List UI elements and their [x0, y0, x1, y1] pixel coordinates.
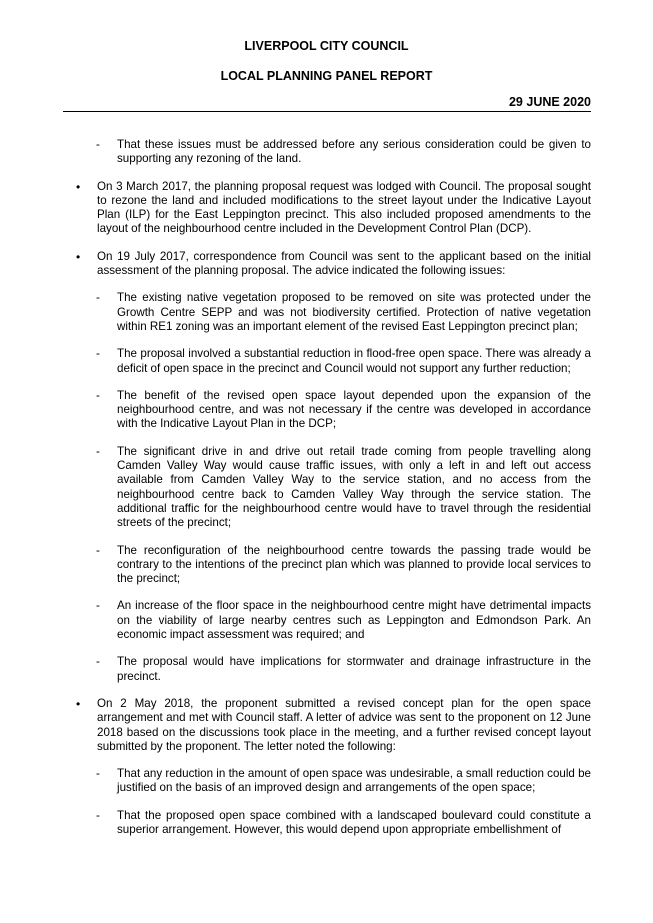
- paragraph-text: The significant drive in and drive out retail trade coming from people travelling along Camden Valley Way would cause traffic issues, with only a left in and left out access available from Camden Valley Way to the service station, and no access from the neighbourhood centre back to Camden Valley Way through the service station. The additional traffic for the neighbourhood centre would have to travel through the residential streets of the precinct;: [117, 444, 591, 530]
- paragraph-text: The proposal involved a substantial reduction in flood-free open space. There was already a deficit of open space in the precinct and Council would not support any further reduction;: [117, 347, 591, 375]
- dash-item-floor-space: [0, 599, 653, 642]
- paragraph-text: The proposal would have implications for stormwater and drainage infrastructure in the precinct.: [117, 655, 591, 683]
- dash-item-open-space-layout: [0, 389, 653, 432]
- bullet-marker: •: [76, 179, 81, 194]
- dash-marker: -: [96, 655, 100, 669]
- paragraph-text: The benefit of the revised open space layout depended upon the expansion of the neighbourhood centre, and was not necessary if the centre was developed in accordance with the Indicative Layout Plan in the DCP;: [117, 388, 591, 431]
- dash-marker: -: [96, 347, 100, 361]
- dash-marker: -: [96, 808, 100, 822]
- dash-item-reconfiguration: [0, 544, 653, 587]
- paragraph-text: On 2 May 2018, the proponent submitted a revised concept plan for the open space arrangement and met with Council staff. A letter of advice was sent to the proponent on 12 June 2018 based on the discussions took place in the meeting, and a further revised concept layout submitted by the proponent. The letter noted the following:: [97, 696, 591, 753]
- paragraph-text: That any reduction in the amount of open space was undesirable, a small reduction could be justified on the basis of an improved design and arrangements of the open space;: [117, 767, 591, 795]
- dash-item-issues-addressed: [0, 138, 653, 167]
- paragraph-text: That these issues must be addressed before any serious consideration could be given to supporting any rezoning of the land.: [117, 138, 591, 166]
- header-divider: [63, 111, 591, 112]
- dash-item-stormwater: [0, 655, 653, 684]
- dash-marker: -: [96, 767, 100, 781]
- paragraph-text: The existing native vegetation proposed to be removed on site was protected under the Growth Centre SEPP and was not biodiversity certified. Protection of native vegetation within RE1 zoning was an important element of the revised East Leppington precinct plan;: [117, 291, 591, 333]
- paragraph-text: The reconfiguration of the neighbourhood centre towards the passing trade would be contrary to the intentions of the precinct plan which was planned to provide local services to the precinct;: [117, 543, 591, 586]
- dash-item-open-space-reduction: [0, 347, 653, 376]
- bullet-item-july-2017: [0, 250, 653, 279]
- report-title: LOCAL PLANNING PANEL REPORT: [220, 69, 433, 83]
- report-body: [0, 138, 653, 837]
- dash-marker: -: [96, 388, 100, 402]
- bullet-marker: •: [76, 249, 81, 264]
- paragraph-text: That the proposed open space combined with a landscaped boulevard could constitute a superior arrangement. However, this would depend upon appropriate embellishment of: [117, 808, 591, 836]
- dash-marker: -: [96, 543, 100, 557]
- bullet-item-march-2017: [0, 180, 653, 237]
- bullet-item-may-2018: [0, 697, 653, 754]
- paragraph-text: On 19 July 2017, correspondence from Council was sent to the applicant based on the initial assessment of the planning proposal. The advice indicated the following issues:: [97, 249, 591, 278]
- paragraph-text: An increase of the floor space in the neighbourhood centre might have detrimental impacts on the viability of large nearby centres such as Leppington and Edmondson Park. An economic impact assessment was required; and: [117, 599, 591, 642]
- dash-item-traffic: [0, 445, 653, 531]
- report-date: 29 JUNE 2020: [508, 95, 591, 109]
- dash-marker: -: [96, 599, 100, 613]
- dash-item-reduction-justified: [0, 767, 653, 796]
- bullet-marker: •: [76, 696, 81, 711]
- council-name: LIVERPOOL CITY COUNCIL: [244, 39, 409, 53]
- dash-marker: -: [96, 138, 100, 151]
- dash-marker: -: [96, 291, 100, 305]
- dash-item-landscaped-boulevard: [0, 809, 653, 838]
- paragraph-text: On 3 March 2017, the planning proposal request was lodged with Council. The proposal sought to rezone the land and included modifications to the street layout under the Indicative Layout Plan (ILP) for the East Leppington precinct. This also included proposed amendments to the layout of the neighbourhood centre included in the Development Control Plan (DCP).: [97, 179, 591, 236]
- dash-item-native-vegetation: [0, 291, 653, 334]
- dash-marker: -: [96, 444, 100, 458]
